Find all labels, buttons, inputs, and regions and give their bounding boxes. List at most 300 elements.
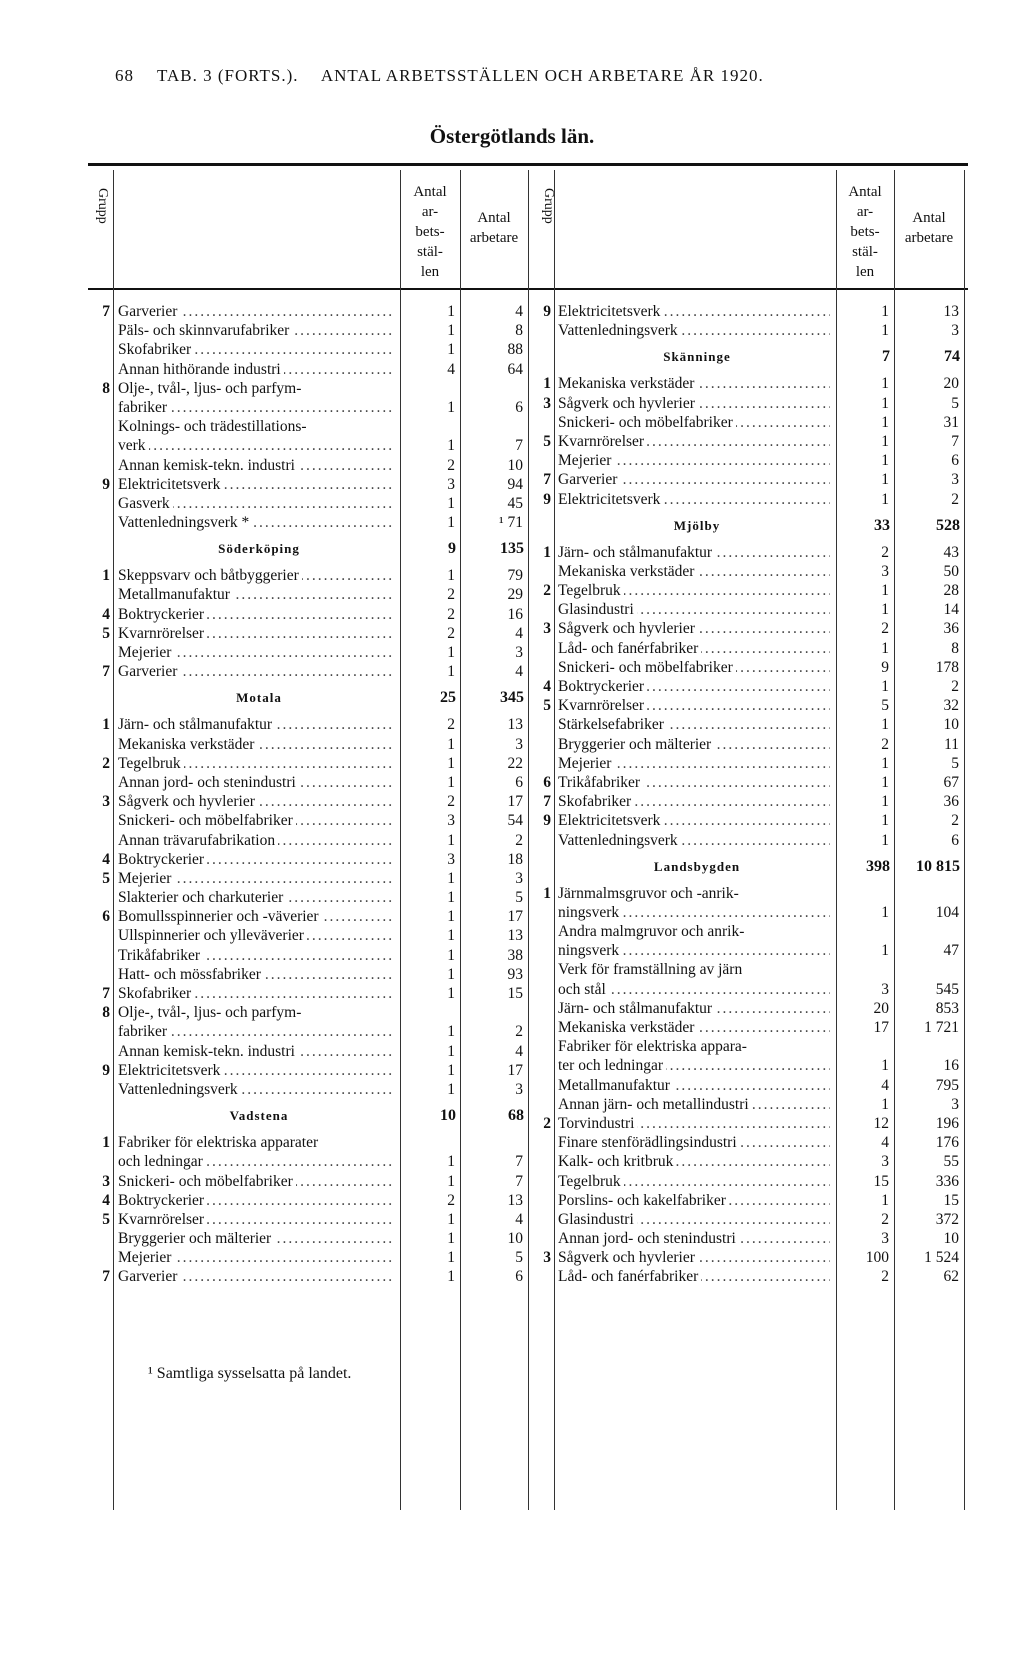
- group-number: 4: [543, 678, 551, 695]
- industry-label: och stål: [558, 981, 609, 998]
- industry-name: [118, 811, 394, 830]
- industry-name: [118, 831, 394, 850]
- industry-label: Torvindustri: [558, 1115, 637, 1132]
- stallen-value: 1: [881, 452, 889, 470]
- arbetare-value: 28: [943, 582, 959, 600]
- table-row: [534, 1172, 968, 1191]
- arbetare-value: 5: [515, 889, 523, 907]
- group-number: 2: [102, 754, 110, 772]
- arbetare-value: 6: [515, 773, 523, 791]
- industry-label: Garverier: [118, 663, 180, 680]
- industry-label: Sågverk och hyvlerier: [558, 1249, 698, 1266]
- arbetare-value: 6: [951, 452, 959, 470]
- group-number: 7: [102, 663, 110, 681]
- stallen-value: 1: [881, 432, 889, 450]
- arbetare-value: 104: [935, 903, 959, 921]
- stallen-value: 15: [873, 1172, 889, 1190]
- industry-name: [558, 432, 830, 451]
- stallen-value: 2: [447, 586, 455, 604]
- section-name: Skänninge: [663, 349, 731, 365]
- industry-label: fabriker: [118, 1023, 170, 1040]
- table-row: [534, 922, 968, 941]
- table-row: [534, 754, 968, 773]
- footnote: ¹ Samtliga sysselsatta på landet.: [148, 1365, 352, 1382]
- arbetare-value: 2: [951, 812, 959, 830]
- industry-label: Metallmanufaktur: [558, 1077, 673, 1094]
- stallen-value: 1: [447, 1042, 455, 1060]
- stallen-value: 1: [881, 303, 889, 320]
- industry-label: verk: [118, 437, 149, 454]
- industry-name: [558, 543, 830, 562]
- arbetare-value: 8: [515, 322, 523, 340]
- industry-name: [558, 960, 830, 979]
- industry-label: Glasindustri: [558, 601, 637, 618]
- industry-name: [558, 773, 830, 792]
- industry-name: [118, 754, 394, 773]
- section-arbetare: 74: [944, 348, 960, 366]
- arbetare-header: Antal arbetare: [469, 210, 519, 246]
- industry-name: [118, 1152, 394, 1171]
- industry-name: [558, 980, 830, 999]
- industry-label: Vattenledningsverk: [118, 1081, 241, 1098]
- table-row: [88, 965, 534, 984]
- stallen-value: 1: [447, 322, 455, 340]
- table-row: [534, 321, 968, 340]
- group-number: 7: [102, 985, 110, 1002]
- table-row: [88, 1248, 534, 1267]
- table-row: [88, 1003, 534, 1022]
- industry-name: [558, 735, 830, 754]
- arbetare-value: 22: [507, 754, 523, 772]
- industry-label: Trikåfabriker: [118, 947, 203, 964]
- industry-name: [558, 754, 830, 773]
- arbetare-value: 5: [515, 1249, 523, 1267]
- arbetare-value: 29: [507, 586, 523, 604]
- group-number: 3: [102, 1172, 110, 1190]
- arbetare-value: 6: [515, 398, 523, 416]
- section-row: [534, 509, 968, 543]
- stallen-value: 2: [447, 456, 455, 474]
- arbetare-value: 32: [943, 697, 959, 715]
- industry-name: [558, 619, 830, 638]
- industry-name: [118, 984, 394, 1003]
- table-row: [88, 1061, 534, 1080]
- arbetare-value: 11: [944, 735, 959, 753]
- section-row: [534, 850, 968, 884]
- industry-label: Garverier: [118, 1268, 180, 1285]
- stallen-value: 1: [447, 889, 455, 907]
- stallen-value: 2: [447, 624, 455, 642]
- industry-name: [558, 470, 830, 489]
- group-number: 2: [543, 582, 551, 600]
- section-name: Mjölby: [673, 517, 721, 533]
- industry-name: [558, 811, 830, 830]
- industry-label: Bomullsspinnerier och -väverier: [118, 908, 322, 925]
- table-row: [534, 1076, 968, 1095]
- industry-label: Annan kemisk-tekn. industri: [118, 1043, 298, 1060]
- stallen-value: 1: [447, 965, 455, 983]
- stallen-value: 4: [881, 1076, 889, 1094]
- table-row: [88, 398, 534, 417]
- industry-label: Boktryckerier: [118, 1192, 207, 1209]
- stallen-value: 3: [881, 562, 889, 580]
- stallen-value: 1: [447, 1153, 455, 1171]
- stallen-value: 2: [447, 716, 455, 734]
- arbetare-value: 47: [943, 942, 959, 960]
- industry-label: Järnmalmsgruvor och -anrik-: [558, 885, 742, 902]
- arbetare-value: 10: [507, 1230, 523, 1248]
- stallen-value: 12: [873, 1114, 889, 1132]
- stallen-value: 2: [447, 605, 455, 623]
- stallen-value: 1: [881, 773, 889, 791]
- industry-label: och ledningar: [118, 1153, 206, 1170]
- industry-label: Sågverk och hyvlerier: [558, 395, 698, 412]
- group-number: 8: [102, 379, 110, 397]
- industry-label: Mejerier: [118, 870, 174, 887]
- group-number: 8: [102, 1004, 110, 1022]
- arbetare-value: 16: [507, 605, 523, 623]
- industry-label: Bryggerier och mälterier: [558, 736, 714, 753]
- stallen-value: 2: [881, 543, 889, 561]
- group-number: 5: [102, 1210, 110, 1228]
- stallen-header: Antal ar- bets- stäl- len: [413, 184, 447, 280]
- industry-name: [118, 643, 394, 662]
- table-row: [534, 831, 968, 850]
- industry-label: Järn- och stålmanufaktur: [558, 544, 715, 561]
- industry-name: [118, 946, 394, 965]
- table-row: [88, 417, 534, 436]
- table-row: [88, 302, 534, 321]
- stallen-value: 1: [881, 582, 889, 600]
- industry-name: [558, 562, 830, 581]
- arbetare-value: 2: [951, 678, 959, 695]
- table-row: [88, 1229, 534, 1248]
- industry-name: [558, 321, 830, 340]
- group-number: 1: [102, 567, 110, 585]
- group-number: 5: [102, 624, 110, 642]
- industry-label: Vattenledningsverk *: [118, 514, 252, 531]
- arbetare-value: 10: [507, 456, 523, 474]
- table-row: [88, 456, 534, 475]
- industry-label: Gasverk: [118, 495, 173, 512]
- arbetare-value: 853: [935, 999, 959, 1017]
- industry-label: Låd- och fanérfabriker: [558, 640, 701, 657]
- arbetare-value: 10: [943, 1230, 959, 1248]
- arbetare-value: 88: [507, 341, 523, 359]
- industry-name: [558, 792, 830, 811]
- arbetare-value: 3: [515, 644, 523, 661]
- arbetare-value: 2: [515, 1023, 523, 1041]
- stallen-value: 1: [447, 1230, 455, 1248]
- industry-label: Mekaniska verkstäder: [558, 375, 697, 392]
- group-number: 5: [543, 432, 551, 450]
- stallen-value: 1: [881, 471, 889, 489]
- arbetare-value: 16: [943, 1057, 959, 1075]
- industry-name: [558, 922, 830, 941]
- arbetare-value: 13: [507, 1191, 523, 1209]
- group-number: 1: [543, 543, 551, 561]
- industry-label: Boktryckerier: [118, 606, 207, 623]
- stallen-value: 1: [447, 663, 455, 681]
- arbetare-value: 50: [943, 562, 959, 580]
- group-number: 7: [102, 1268, 110, 1286]
- group-number: 1: [102, 1134, 110, 1152]
- industry-label: Mekaniska verkstäder: [118, 736, 257, 753]
- industry-name: [118, 417, 394, 436]
- column-header: [534, 170, 968, 290]
- stallen-value: 1: [881, 903, 889, 921]
- group-number: 1: [543, 375, 551, 393]
- section-row: [88, 681, 534, 715]
- table-row: [88, 624, 534, 643]
- section-stallen: 9: [448, 540, 456, 558]
- group-number: 5: [543, 697, 551, 715]
- section-name: Motala: [236, 690, 282, 706]
- table-row: [534, 562, 968, 581]
- table-row: [88, 831, 534, 850]
- stallen-value: 1: [447, 398, 455, 416]
- group-number: 4: [102, 605, 110, 623]
- industry-name: [558, 1191, 830, 1210]
- industry-name: [118, 340, 394, 359]
- industry-name: [118, 605, 394, 624]
- stallen-value: 3: [447, 475, 455, 493]
- table-row: [534, 374, 968, 393]
- industry-name: [118, 735, 394, 754]
- stallen-value: 1: [447, 1249, 455, 1267]
- stallen-value: 1: [447, 567, 455, 585]
- industry-name: [118, 926, 394, 945]
- industry-name: [118, 624, 394, 643]
- arbetare-value: 3: [951, 471, 959, 489]
- arbetare-value: 372: [935, 1210, 959, 1228]
- stallen-value: 1: [881, 831, 889, 849]
- table-row: [88, 926, 534, 945]
- table-row: [534, 658, 968, 677]
- table-row: [534, 413, 968, 432]
- section-arbetare: 10 815: [916, 857, 960, 875]
- table-row: [88, 379, 534, 398]
- industry-name: [118, 869, 394, 888]
- industry-label: Bryggerier och mälterier: [118, 1230, 274, 1247]
- section-arbetare: 135: [500, 540, 524, 558]
- stallen-value: 1: [881, 942, 889, 960]
- industry-name: [118, 360, 394, 379]
- table-row: [88, 1191, 534, 1210]
- industry-name: [118, 585, 394, 604]
- industry-name: [118, 1042, 394, 1061]
- arbetare-value: 7: [515, 1172, 523, 1190]
- industry-name: [558, 394, 830, 413]
- table-row: [534, 639, 968, 658]
- arbetare-value: 3: [951, 322, 959, 340]
- stallen-value: 4: [447, 360, 455, 378]
- group-number: 1: [543, 884, 551, 902]
- stallen-value: 17: [873, 1019, 889, 1036]
- group-number: 4: [102, 850, 110, 868]
- industry-name: [558, 1210, 830, 1229]
- table-row: [88, 643, 534, 662]
- arbetare-value: 6: [515, 1268, 523, 1286]
- section-row: [534, 340, 968, 374]
- industry-name: [118, 792, 394, 811]
- table-row: [534, 1133, 968, 1152]
- arbetare-value: 10: [943, 716, 959, 734]
- stallen-value: 20: [873, 999, 889, 1017]
- industry-name: [558, 639, 830, 658]
- stallen-value: 1: [447, 644, 455, 661]
- arbetare-value: 36: [943, 793, 959, 811]
- industry-name: [118, 436, 394, 455]
- section-stallen: 398: [866, 857, 890, 875]
- stallen-value: 1: [447, 946, 455, 964]
- industry-label: Elektricitetsverk: [558, 303, 663, 320]
- industry-name: [118, 1267, 394, 1286]
- industry-label: Kvarnrörelser: [558, 697, 647, 714]
- arbetare-value: 4: [515, 663, 523, 681]
- industry-label: Järn- och stålmanufaktur: [118, 716, 275, 733]
- stallen-value: 1: [881, 754, 889, 772]
- stallen-value: 1: [881, 639, 889, 657]
- arbetare-value: 15: [943, 1191, 959, 1209]
- group-number: 7: [543, 793, 551, 811]
- industry-label: Annan jord- och stenindustri: [558, 1230, 739, 1247]
- table-row: [534, 773, 968, 792]
- table-row: [88, 1267, 534, 1286]
- arbetare-value: 4: [515, 1210, 523, 1228]
- stallen-value: 3: [881, 1230, 889, 1248]
- stallen-value: 1: [881, 601, 889, 619]
- industry-name: [558, 413, 830, 432]
- group-number: 6: [102, 908, 110, 926]
- industry-name: [118, 1172, 394, 1191]
- industry-name: [118, 1191, 394, 1210]
- industry-name: [118, 456, 394, 475]
- industry-name: [118, 1080, 394, 1099]
- industry-name: [118, 398, 394, 417]
- stallen-value: 3: [447, 812, 455, 830]
- arbetare-value: 545: [935, 980, 959, 998]
- stallen-value: 1: [881, 716, 889, 734]
- group-number: 9: [102, 475, 110, 493]
- table-row: [88, 340, 534, 359]
- industry-label: Vattenledningsverk: [558, 832, 681, 849]
- industry-name: [558, 884, 830, 903]
- industry-label: Olje-, tvål-, ljus- och parfym-: [118, 380, 304, 397]
- arbetare-value: 55: [943, 1153, 959, 1171]
- industry-name: [558, 1076, 830, 1095]
- group-number: 1: [102, 716, 110, 734]
- table-row: [88, 1152, 534, 1171]
- group-number: 9: [543, 490, 551, 508]
- table-row: [534, 619, 968, 638]
- stallen-value: 1: [881, 1095, 889, 1113]
- industry-name: [118, 1133, 394, 1152]
- industry-label: Slakterier och charkuterier: [118, 889, 286, 906]
- group-number: 7: [102, 303, 110, 320]
- industry-name: [558, 941, 830, 960]
- industry-label: Snickeri- och möbelfabriker: [558, 659, 736, 676]
- industry-name: [118, 321, 394, 340]
- industry-label: Annan kemisk-tekn. industri: [118, 457, 298, 474]
- grupp-header: Grupp: [541, 188, 556, 224]
- table-row: [88, 662, 534, 681]
- industry-label: Fabriker för elektriska appara-: [558, 1038, 750, 1055]
- arbetare-header: Antal arbetare: [904, 210, 954, 246]
- industry-label: Mejerier: [558, 452, 614, 469]
- industry-name: [558, 1018, 830, 1037]
- table-row: [88, 360, 534, 379]
- table-row: [88, 984, 534, 1003]
- arbetare-value: 4: [515, 1042, 523, 1060]
- table-row: [534, 470, 968, 489]
- table-row: [88, 1210, 534, 1229]
- table-row: [534, 941, 968, 960]
- industry-name: [118, 1022, 394, 1041]
- industry-name: [558, 831, 830, 850]
- industry-name: [118, 907, 394, 926]
- table-row: [88, 585, 534, 604]
- table-row: [534, 451, 968, 470]
- arbetare-value: 1 524: [924, 1249, 959, 1267]
- industry-name: [558, 1114, 830, 1133]
- stallen-value: 1: [881, 1057, 889, 1075]
- industry-name: [558, 1229, 830, 1248]
- industry-name: [118, 888, 394, 907]
- industry-label: Trikåfabriker: [558, 774, 643, 791]
- arbetare-value: 54: [507, 812, 523, 830]
- table-row: [534, 1229, 968, 1248]
- stallen-value: 1: [881, 394, 889, 412]
- section-name: Vadstena: [229, 1108, 289, 1124]
- stallen-value: 1: [881, 413, 889, 431]
- stallen-value: 100: [865, 1249, 889, 1267]
- industry-name: [558, 1037, 830, 1056]
- stallen-value: 1: [447, 1210, 455, 1228]
- stallen-value: 2: [881, 1268, 889, 1286]
- arbetare-value: 43: [943, 543, 959, 561]
- arbetare-value: 7: [515, 437, 523, 455]
- industry-label: Elektricitetsverk: [558, 812, 663, 829]
- stallen-value: 1: [881, 490, 889, 508]
- arbetare-value: 94: [507, 475, 523, 493]
- stallen-value: 9: [881, 658, 889, 676]
- industry-label: Låd- och fanérfabriker: [558, 1268, 701, 1285]
- table-row: [534, 1018, 968, 1037]
- industry-label: Annan hithörande industri: [118, 361, 284, 378]
- stallen-value: 2: [881, 1210, 889, 1228]
- section-stallen: 25: [440, 689, 456, 707]
- table-row: [88, 735, 534, 754]
- industry-label: Elektricitetsverk: [558, 491, 663, 508]
- industry-name: [118, 1003, 394, 1022]
- industry-label: Glasindustri: [558, 1211, 637, 1228]
- table-row: [88, 436, 534, 455]
- arbetare-value: 5: [951, 394, 959, 412]
- industry-name: [558, 1152, 830, 1171]
- industry-label: Garverier: [118, 303, 180, 320]
- industry-label: Vattenledningsverk: [558, 322, 681, 339]
- table-body: [88, 302, 534, 1287]
- table-row: [88, 1022, 534, 1041]
- table-row: [88, 715, 534, 734]
- table-row: [534, 999, 968, 1018]
- table-title: ANTAL ARBETSSTÄLLEN OCH ARBETARE ÅR 1920.: [320, 66, 764, 85]
- table-row: [88, 946, 534, 965]
- industry-label: Mekaniska verkstäder: [558, 563, 697, 580]
- arbetare-value: 3: [951, 1095, 959, 1113]
- table-row: [534, 735, 968, 754]
